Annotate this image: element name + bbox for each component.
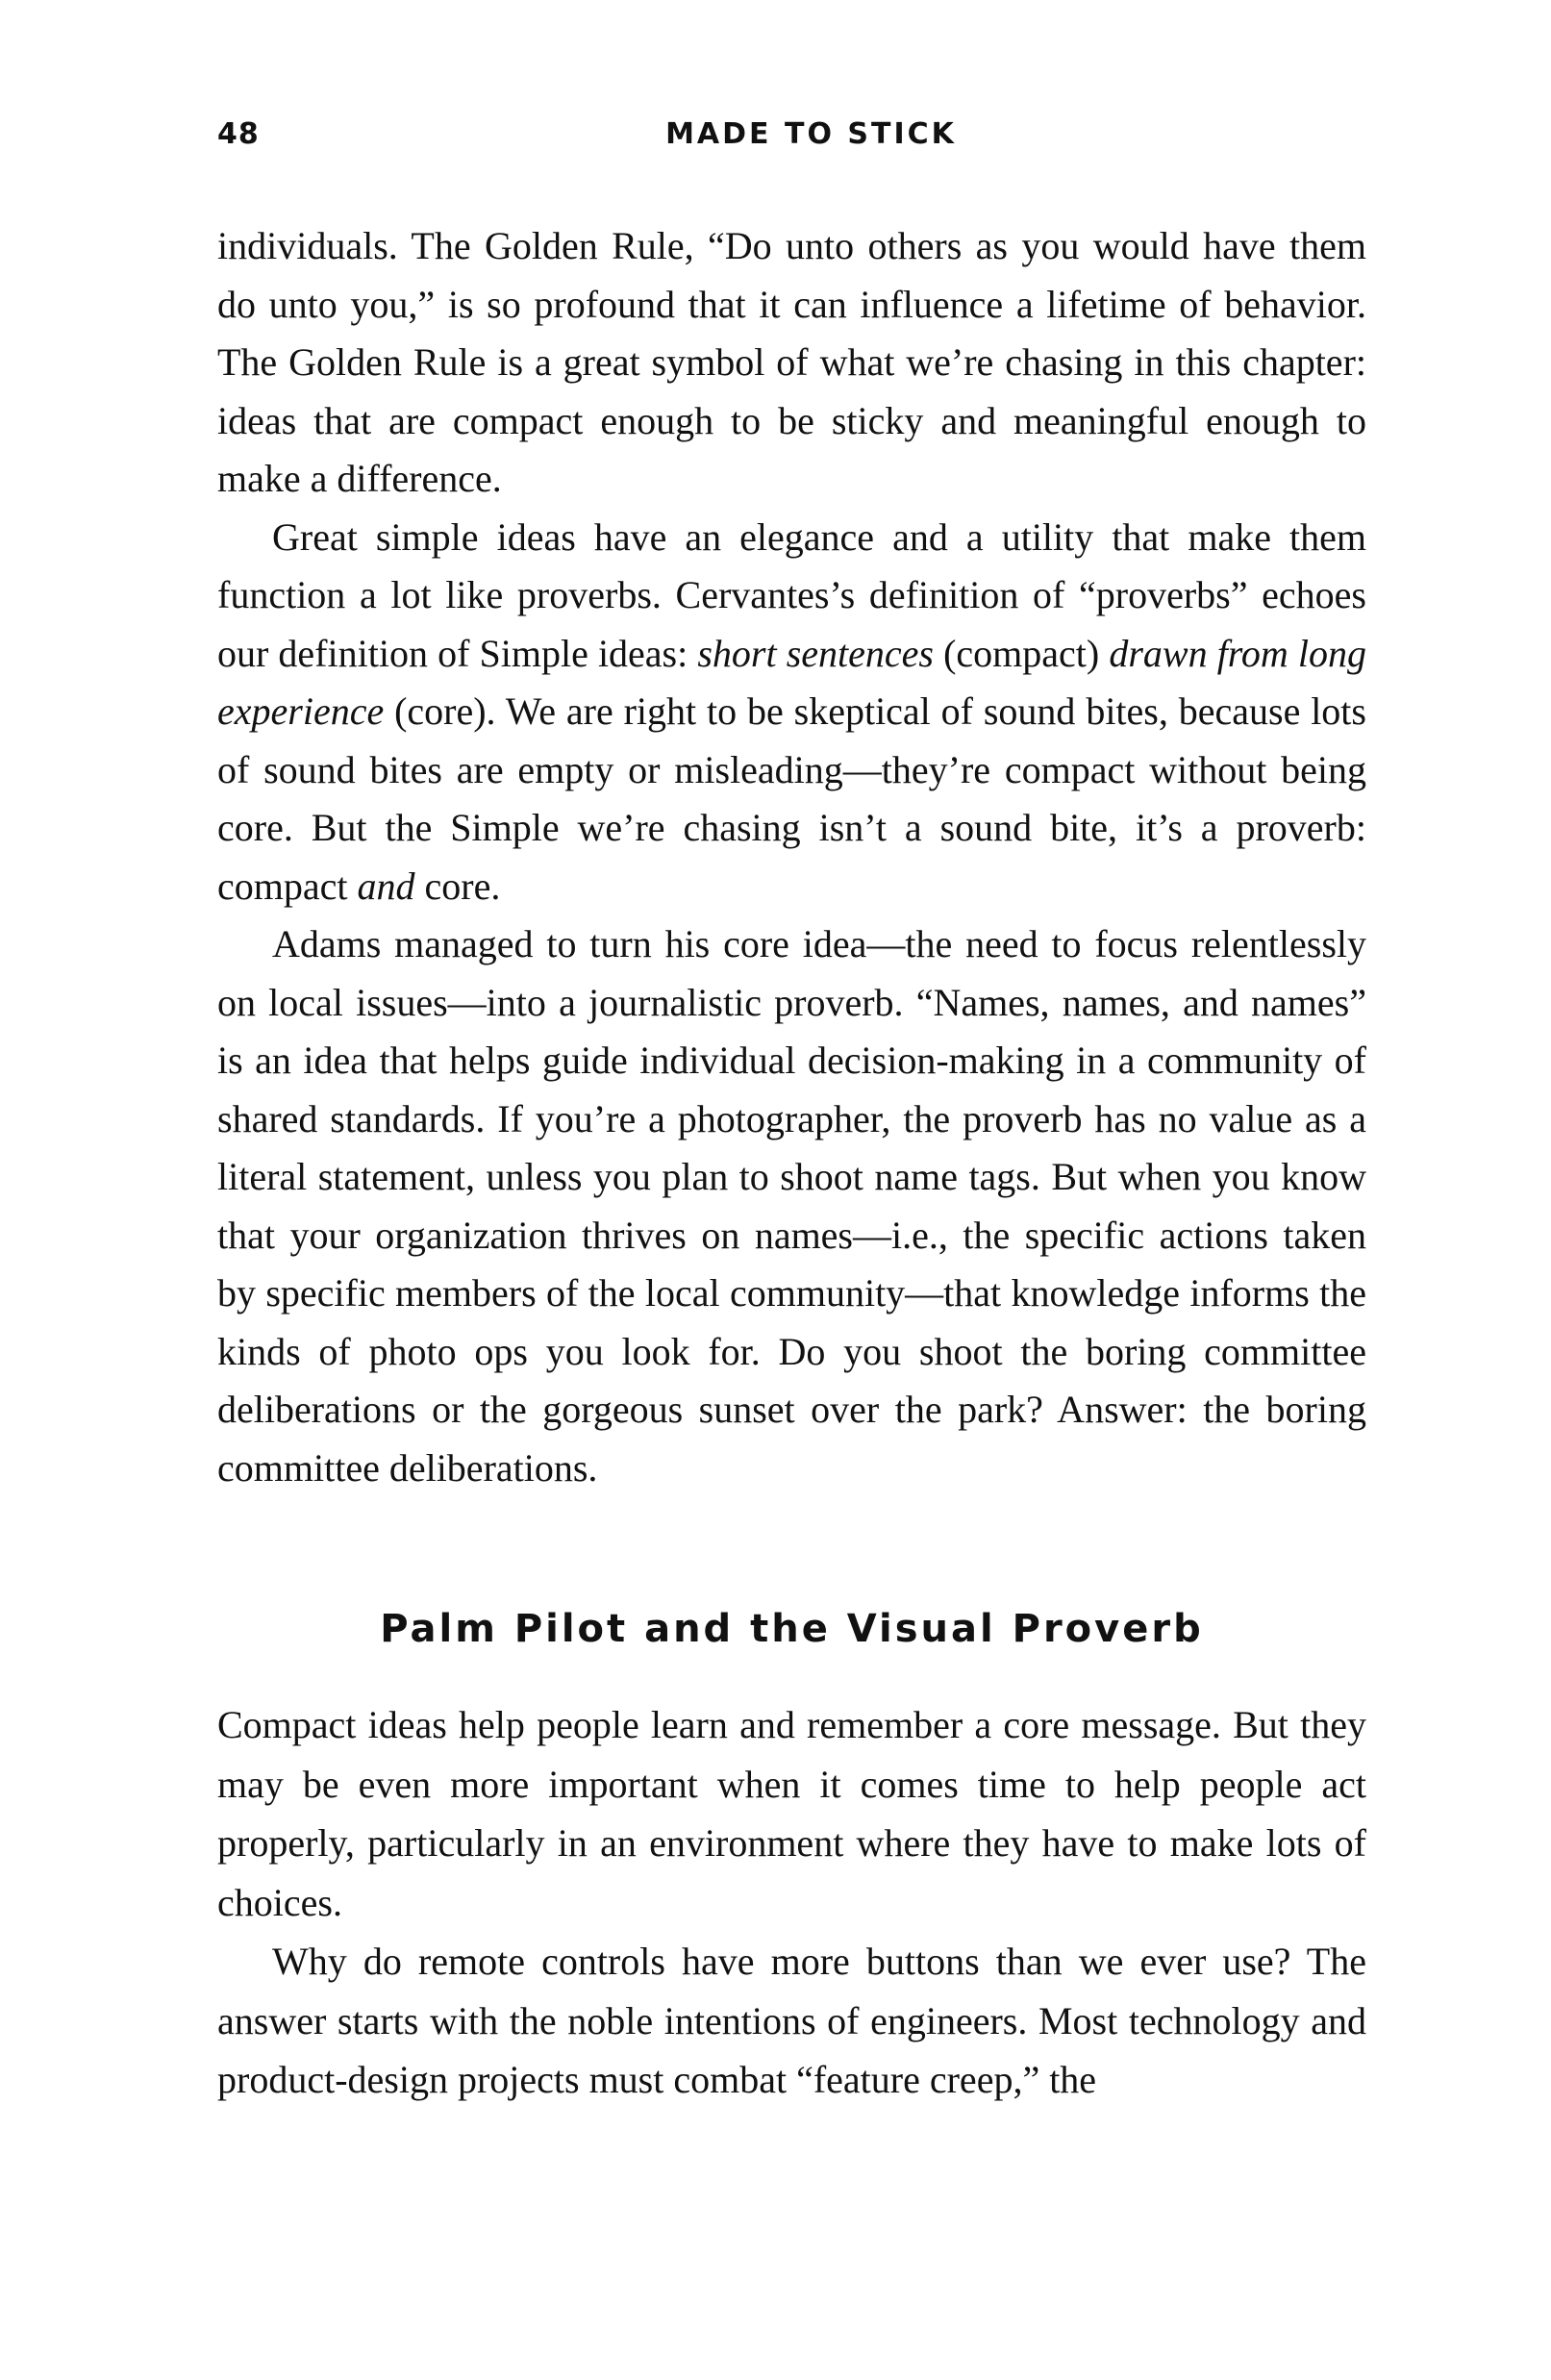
second-text-block (217, 1695, 1366, 2110)
text-span: core. (414, 864, 501, 908)
text-span: individuals. The Golden Rule, “Do unto others as you would have them do unto you,” is so profound that it can influence a lifetime of behavior. The Golden Rule is a great symbol of what we’re chasing in this chapter: ideas that are compact enough to be sticky and meaningful enough to make a difference. (217, 224, 1366, 500)
running-head (217, 117, 1366, 156)
italic-text: drawn from long experience (217, 631, 1367, 733)
paragraph (217, 915, 1366, 1497)
text-span: (core). We are right to be skeptical of sound bites, because lots of sound bites are empty or misleading—they’re compact without being core. But the Simple we’re chasing isn’t a sound bite, it’s a proverb: compact (217, 689, 1366, 908)
paragraph (217, 217, 1366, 509)
book-page (217, 117, 1366, 2291)
text-span: Why do remote controls have more buttons than we ever use? The answer starts with the noble intentions of engineers. Most technology and product-design projects must combat “feature creep,” the (217, 1940, 1366, 2101)
body-text (217, 217, 1366, 2110)
paragraph (217, 1695, 1366, 1932)
paragraph (217, 1932, 1366, 2110)
page-number: 48 (217, 117, 260, 151)
italic-text: short sentences (697, 631, 934, 675)
italic-text: and (357, 864, 415, 908)
paragraph (217, 509, 1366, 916)
section-heading: Palm Pilot and the Visual Proverb (380, 1607, 1204, 1651)
running-title: MADE TO STICK (665, 117, 957, 151)
text-span: (compact) (933, 631, 1110, 675)
text-span: Adams managed to turn his core idea—the need to focus relentlessly on local issues—into a journalistic proverb. “Names, names, and names” is an idea that helps guide individual decision-making in a community of shared standards. If you’re a photographer, the proverb has no value as a literal statement, unless you plan to shoot name tags. But when you know that your organization thrives on names—i.e., the specific actions taken by specific members of the local community—that knowledge informs the kinds of photo ops you look for. Do you shoot the boring committee deliberations or the gorgeous sunset over the park? Answer: the boring committee deliberations. (217, 922, 1366, 1490)
text-span: Great simple ideas have an elegance and a utility that make them function a lot like proverbs. Cervantes’s definition of “proverbs” echoes our definition of Simple ideas: (217, 514, 1366, 675)
first-text-block (217, 217, 1366, 1497)
text-span: Compact ideas help people learn and remember a core message. But they may be even more important when it comes time to help people act properly, particularly in an environment where they have to make lots of choices. (217, 1703, 1366, 1924)
